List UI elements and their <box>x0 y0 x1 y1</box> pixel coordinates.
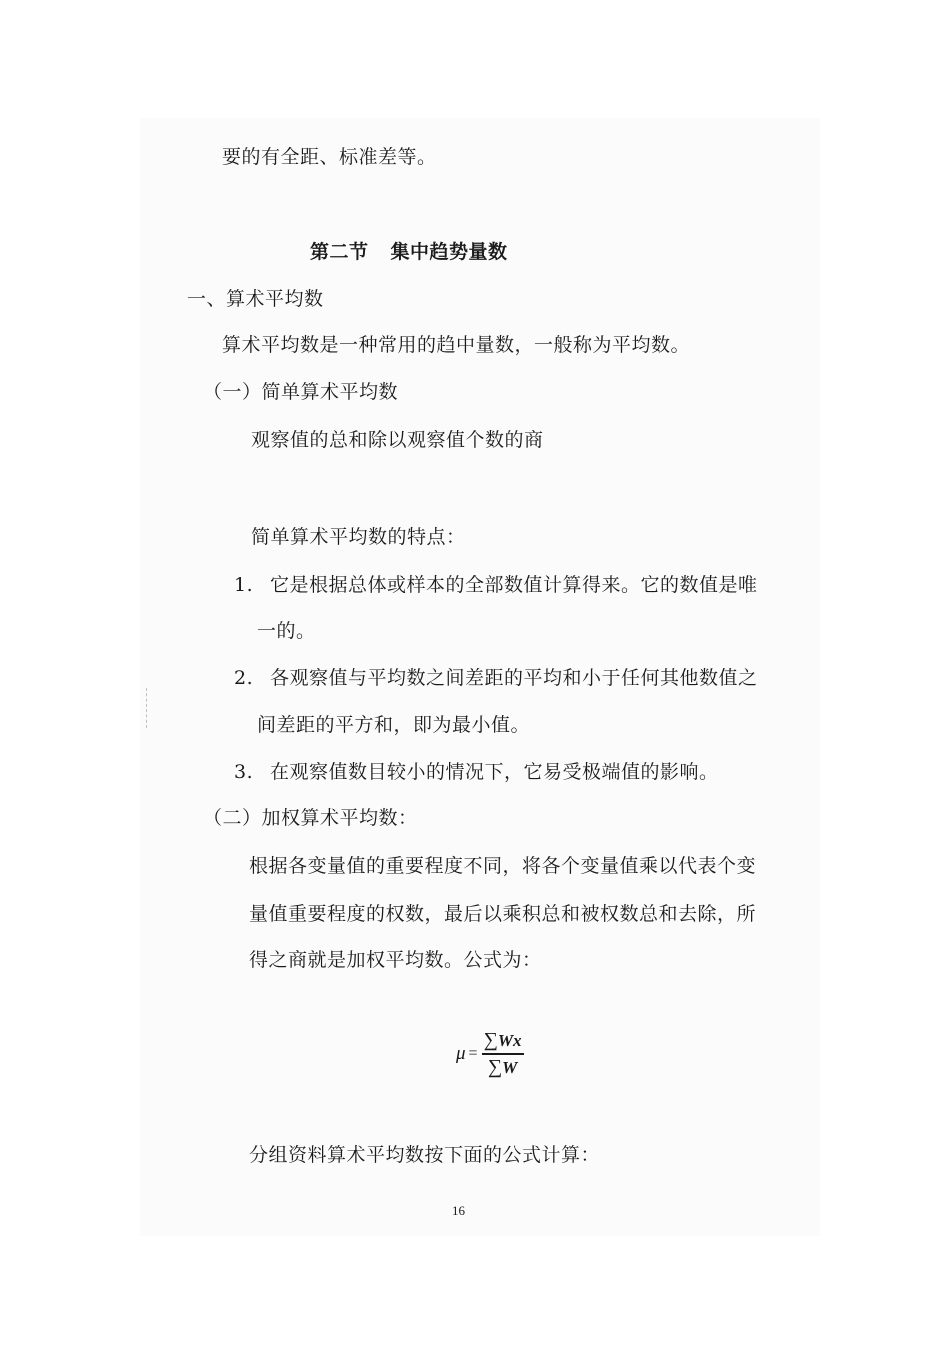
list-item-1-text: 它是根据总体或样本的全部数值计算得来。它的数值是唯 <box>270 574 758 596</box>
fraction-bar <box>482 1053 524 1054</box>
paragraph-arithmetic-mean-definition: 算术平均数是一种常用的趋中量数，一般称为平均数。 <box>222 334 691 356</box>
paragraph-weighted-mean-line-2: 量值重要程度的权数，最后以乘积总和被权数总和去除，所 <box>249 903 757 925</box>
paragraph-simple-mean-definition: 观察值的总和除以观察值个数的商 <box>251 429 544 451</box>
section-heading <box>310 240 508 264</box>
summation-icon: ∑ <box>483 1029 498 1052</box>
formula-denominator-var: W <box>502 1057 518 1077</box>
list-item-2-text: 各观察值与平均数之间差距的平均和小于任何其他数值之 <box>270 667 758 689</box>
list-item-3 <box>234 760 719 784</box>
subsection-heading-arithmetic-mean: 一、算术平均数 <box>187 288 324 310</box>
subheading-weighted-mean: （二）加权算术平均数： <box>203 807 418 829</box>
formula-mu: μ <box>456 1043 466 1064</box>
formula-denominator <box>488 1056 517 1079</box>
list-item-2 <box>234 666 758 690</box>
paragraph-grouped-data-mean: 分组资料算术平均数按下面的公式计算： <box>249 1144 601 1166</box>
scan-margin-mark <box>146 688 147 728</box>
list-item-1-continuation: 一的。 <box>257 620 316 642</box>
section-heading-number: 第二节 <box>310 241 369 263</box>
page-number: 16 <box>452 1203 465 1218</box>
list-item-2-continuation: 间差距的平方和，即为最小值。 <box>257 714 531 736</box>
formula-equals: = <box>468 1045 478 1062</box>
formula-numerator-var: Wx <box>497 1031 522 1051</box>
formula-fraction <box>482 1029 524 1078</box>
paragraph-weighted-mean-line-3: 得之商就是加权平均数。公式为： <box>249 949 542 971</box>
list-item-3-text: 在观察值数目较小的情况下，它易受极端值的影响。 <box>270 761 719 783</box>
list-number-1: 1. <box>234 574 254 596</box>
list-number-3: 3. <box>234 761 254 783</box>
summation-icon: ∑ <box>487 1055 503 1078</box>
list-item-1 <box>234 573 758 597</box>
section-heading-title: 集中趋势量数 <box>390 241 508 263</box>
paragraph-simple-mean-features-intro: 简单算术平均数的特点： <box>251 526 466 548</box>
formula-numerator <box>484 1029 522 1052</box>
subheading-simple-mean: （一）简单算术平均数 <box>203 381 399 403</box>
weighted-mean-formula <box>456 1024 524 1084</box>
list-number-2: 2. <box>234 667 254 689</box>
text-line-continuation: 要的有全距、标准差等。 <box>222 146 437 168</box>
paragraph-weighted-mean-line-1: 根据各变量值的重要程度不同，将各个变量值乘以代表个变 <box>249 855 757 877</box>
